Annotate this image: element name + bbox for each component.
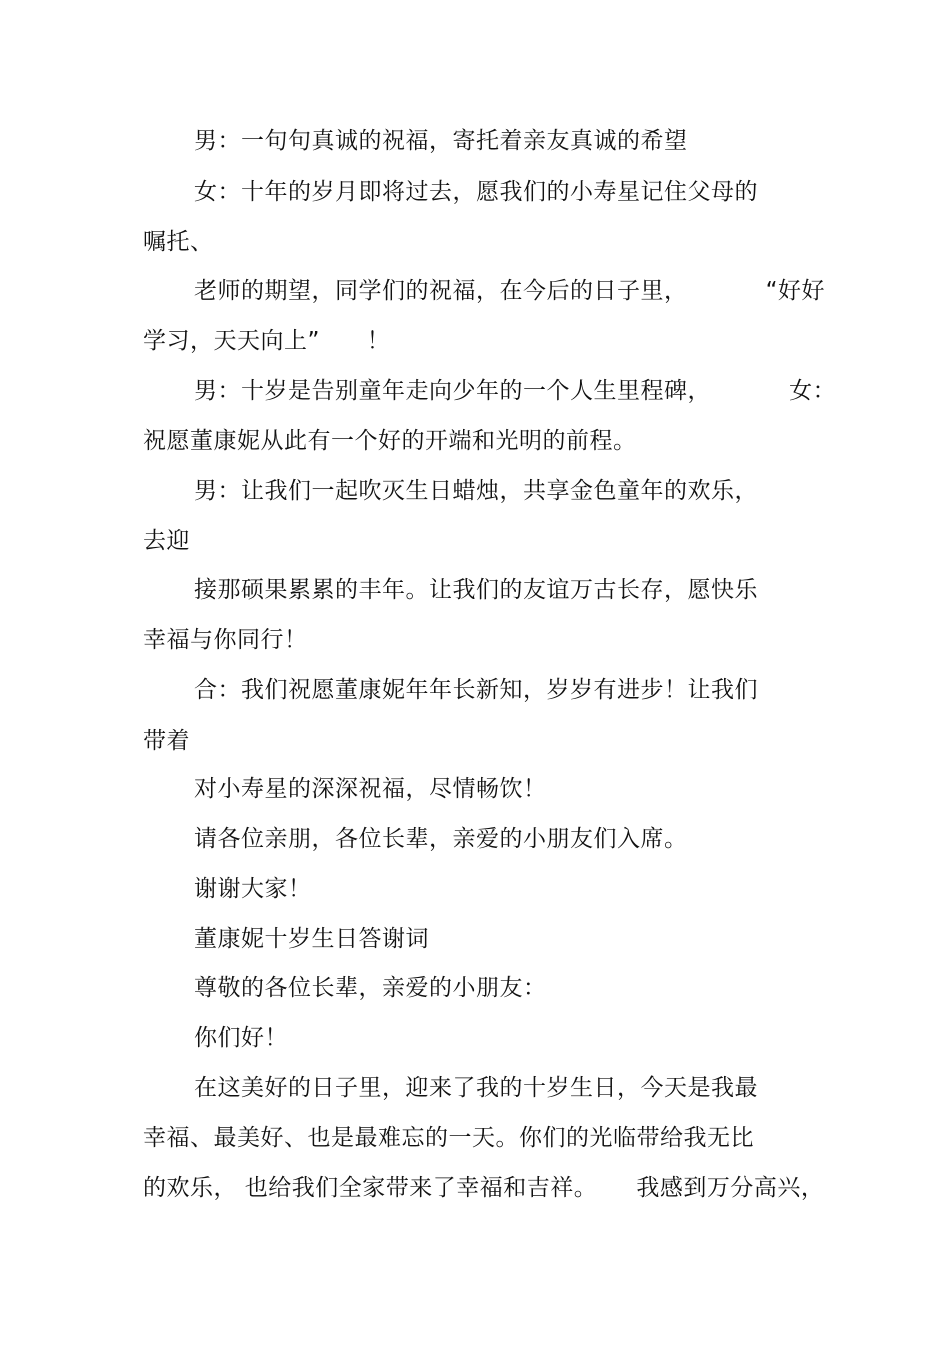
text-line: 带着: [143, 728, 190, 754]
text-line: 尊敬的各位长辈，亲爱的小朋友：: [194, 975, 547, 1001]
text-line: 幸福与你同行！: [143, 627, 308, 653]
text-line: 接那硕果累累的丰年。让我们的友谊万古长存，愿快乐: [194, 577, 758, 603]
text-line: 男：一句句真诚的祝福，寄托着亲友真诚的希望: [194, 128, 688, 154]
text-line: 谢谢大家！: [194, 876, 312, 902]
text-line: 去迎: [143, 528, 190, 554]
text-line: 对小寿星的深深祝福，尽情畅饮！: [194, 776, 547, 802]
text-line: 男：十岁是告别童年走向少年的一个人生里程碑， 女：: [194, 378, 837, 404]
text-line: 祝愿董康妮从此有一个好的开端和光明的前程。: [143, 428, 637, 454]
text-line: 请各位亲朋，各位长辈，亲爱的小朋友们入席。: [194, 826, 688, 852]
text-line: 的欢乐， 也给我们全家带来了幸福和吉祥。 我感到万分高兴，: [143, 1175, 825, 1201]
text-line: 老师的期望，同学们的祝福，在今后的日子里， “好好: [194, 278, 826, 304]
text-line: 学习，天天向上” ！: [143, 328, 391, 354]
heading-line: 董康妮十岁生日答谢词: [194, 926, 429, 952]
text-line: 女：十年的岁月即将过去，愿我们的小寿星记住父母的: [194, 179, 758, 205]
text-line: 你们好！: [194, 1025, 288, 1051]
text-line: 男：让我们一起吹灭生日蜡烛，共享金色童年的欢乐，: [194, 478, 758, 504]
text-line: 幸福、最美好、也是最难忘的一天。你们的光临带给我无比: [143, 1125, 754, 1151]
text-line: 嘱托、: [143, 229, 214, 255]
text-line: 在这美好的日子里，迎来了我的十岁生日，今天是我最: [194, 1075, 758, 1101]
text-line: 合：我们祝愿董康妮年年长新知，岁岁有进步！让我们: [194, 677, 758, 703]
